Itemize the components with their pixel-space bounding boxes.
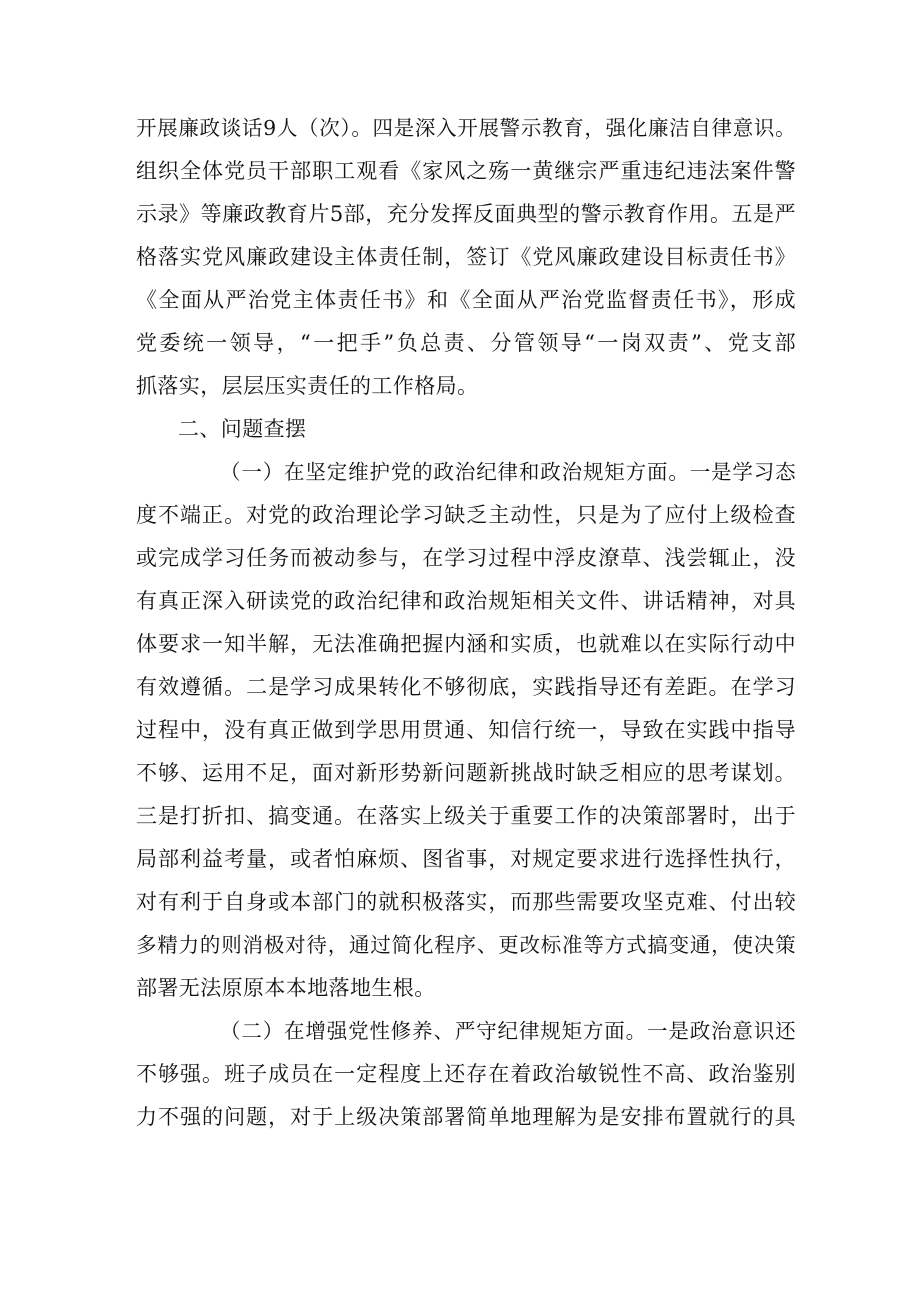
paragraph-2-line: 度不端正。对党的政治理论学习缺乏主动性，只是为了应付上级检查 [136, 503, 796, 527]
paragraph-2-line: 三是打折扣、搞变通。在落实上级关于重要工作的决策部署时，出于 [136, 804, 796, 828]
paragraph-2-line: （一）在坚定维护党的政治纪律和政治规矩方面。一是学习态 [220, 460, 796, 484]
paragraph-1-line: 示录》等廉政教育片5部，充分发挥反面典型的警示教育作用。五是严 [136, 202, 796, 226]
paragraph-1-line: 组织全体党员干部职工观看《家风之殇一黄继宗严重违纪违法案件警 [136, 159, 796, 183]
paragraph-1-line: 抓落实，层层压实责任的工作格局。 [136, 374, 479, 398]
paragraph-2-line: 体要求一知半解，无法准确把握内涵和实质，也就难以在实际行动中 [136, 632, 796, 656]
paragraph-2-line: 有效遵循。二是学习成果转化不够彻底，实践指导还有差距。在学习 [136, 675, 796, 699]
paragraph-2-line: 或完成学习任务而被动参与，在学习过程中浮皮潦草、浅尝辄止，没 [136, 546, 796, 570]
paragraph-2-line: 局部利益考量，或者怕麻烦、图省事，对规定要求进行选择性执行， [136, 847, 796, 871]
paragraph-2-line: 对有利于自身或本部门的就积极落实，而那些需要攻坚克难、付出较 [136, 890, 796, 914]
paragraph-1-line: 格落实党风廉政建设主体责任制，签订《党风廉政建设目标责任书》 [136, 245, 796, 269]
paragraph-2-line: 过程中，没有真正做到学思用贯通、知信行统一，导致在实践中指导 [136, 718, 796, 742]
paragraph-1-line: 党委统一领导，“一把手”负总责、分管领导“一岗双责”、党支部 [136, 331, 796, 355]
paragraph-2-line: 有真正深入研读党的政治纪律和政治规矩相关文件、讲话精神，对具 [136, 589, 796, 613]
paragraph-2-line: 部署无法原原本本地落地生根。 [136, 976, 436, 1000]
paragraph-3-line: 力不强的问题，对于上级决策部署简单地理解为是安排布置就行的具 [136, 1105, 796, 1129]
paragraph-2-line: 多精力的则消极对待，通过简化程序、更改标准等方式搞变通，使决策 [136, 933, 796, 957]
paragraph-2-line: 不够、运用不足，面对新形势新问题新挑战时缺乏相应的思考谋划。 [136, 761, 796, 785]
paragraph-3-line: （二）在增强党性修养、严守纪律规矩方面。一是政治意识还 [220, 1019, 796, 1043]
paragraph-1-line: 《全面从严治党主体责任书》和《全面从严治党监督责任书》，形成 [136, 288, 796, 312]
paragraph-1-line: 开展廉政谈话9人（次）。四是深入开展警示教育，强化廉洁自律意识。 [136, 116, 796, 140]
paragraph-3-line: 不够强。班子成员在一定程度上还存在着政治敏锐性不高、政治鉴别 [136, 1062, 796, 1086]
section-heading: 二、问题查摆 [178, 417, 307, 441]
